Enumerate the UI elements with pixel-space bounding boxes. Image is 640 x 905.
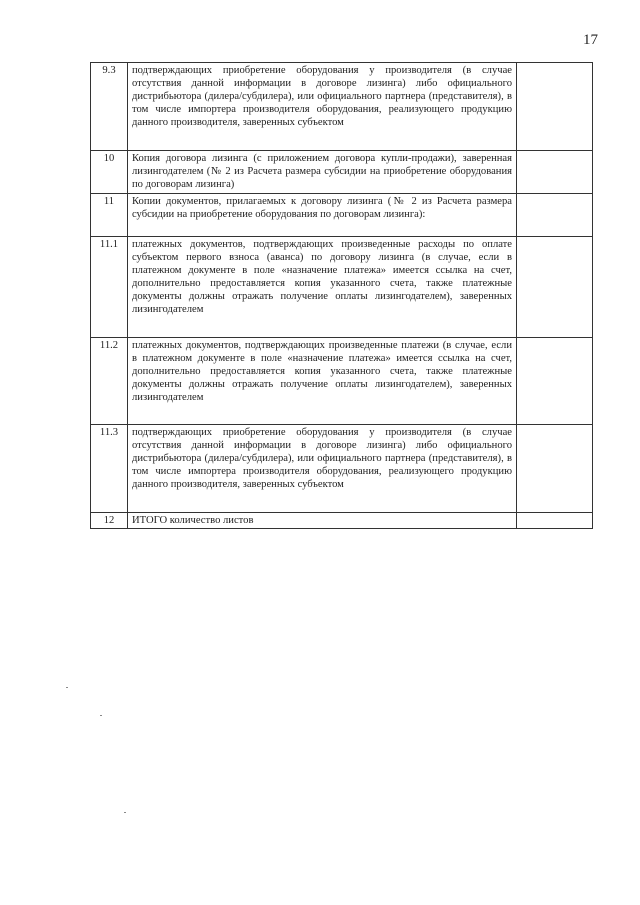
sheet-count-cell: [517, 63, 593, 151]
sheet-count-cell: [517, 513, 593, 529]
scan-speck: [100, 715, 102, 716]
sheet-count-cell: [517, 237, 593, 338]
page-number: 17: [583, 32, 598, 48]
table-row: [91, 237, 593, 338]
row-description: платежных документов, подтверждающих произведенные расходы по оплате субъектом первого взноса (аванса) по договору лизинга (в случае, если в платежном документе в поле «назначение платежа» имеется ссылка на счет, дополнительно предоставляется копия указанного счета, также платежные документы должны отражать получение оплаты лизингодателем), заверенных лизингодателем: [128, 237, 517, 338]
table-row: [91, 338, 593, 425]
table-row: [91, 513, 593, 529]
table-row: [91, 425, 593, 513]
row-number: 12: [91, 513, 128, 529]
row-number: 11.3: [91, 425, 128, 513]
documents-table: [90, 62, 593, 529]
row-number: 11.1: [91, 237, 128, 338]
scan-speck: [124, 812, 126, 813]
row-description: Копии документов, прилагаемых к договору лизинга (№ 2 из Расчета размера субсидии на приобретение оборудования по договорам лизинга):: [128, 194, 517, 237]
sheet-count-cell: [517, 194, 593, 237]
sheet-count-cell: [517, 425, 593, 513]
scan-speck: [66, 687, 68, 688]
row-description: подтверждающих приобретение оборудования у производителя (в случае отсутствия данной информации в договоре лизинга) либо официального дистрибьютора (дилера/субдилера), или официального партнера (представителя), в том числе импортера производителя оборудования, реализующего продукцию данного производителя, заверенных субъектом: [128, 63, 517, 151]
table-row: [91, 63, 593, 151]
row-description: платежных документов, подтверждающих произведенные платежи (в случае, если в платежном документе в поле «назначение платежа» имеется ссылка на счет, дополнительно предоставляется копия указанного счета, также платежные документы должны отражать получение оплаты лизингодателем), заверенных лизингодателем: [128, 338, 517, 425]
row-number: 9.3: [91, 63, 128, 151]
row-number: 11: [91, 194, 128, 237]
table-row: [91, 194, 593, 237]
row-description: подтверждающих приобретение оборудования у производителя (в случае отсутствия данной информации в договоре лизинга) либо официального дистрибьютора (дилера/субдилера), или официального партнера (представителя), в том числе импортера производителя оборудования, реализующего продукцию данного производителя, заверенных субъектом: [128, 425, 517, 513]
table-row: [91, 151, 593, 194]
row-description: ИТОГО количество листов: [128, 513, 517, 529]
row-description: Копия договора лизинга (с приложением договора купли-продажи), заверенная лизингодателем (№ 2 из Расчета размера субсидии на приобретение оборудования по договорам лизинга): [128, 151, 517, 194]
sheet-count-cell: [517, 151, 593, 194]
row-number: 11.2: [91, 338, 128, 425]
sheet-count-cell: [517, 338, 593, 425]
row-number: 10: [91, 151, 128, 194]
